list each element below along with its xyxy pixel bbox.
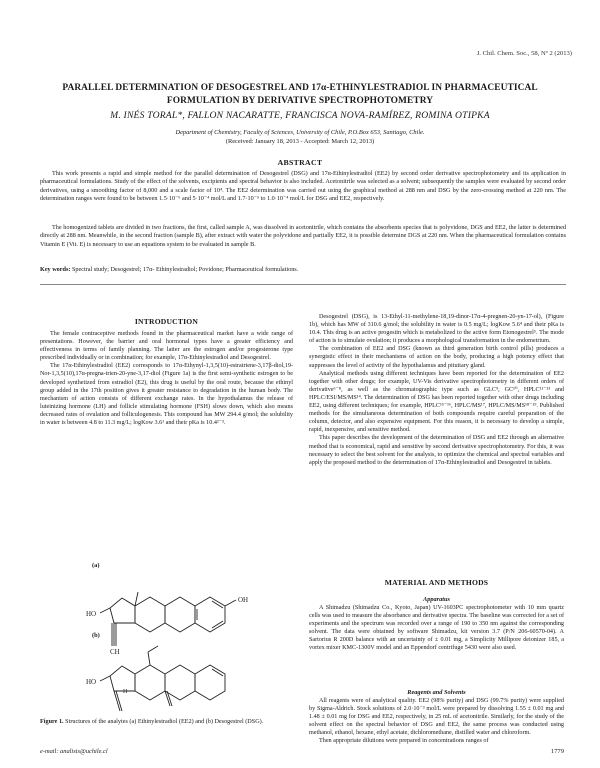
figure-label-a: (a) <box>92 562 100 569</box>
abstract-paragraph-1: This work presents a rapid and simple method for the parallel determination of Desogestrel (DSG) and 17α-Ethinylestradiol (EE2) by second order derivative spectrophotometry and its application in pharmaceutical formulations. Study of the effect of the solvents, excipients and spectral behavior is also included. Acetonitrile was selected as a solvent; subsequently the samples were evaluated by second order derivatives, using a smoothing factor of 8,000 and a scale factor of 10⁴. The EE2 determination was carried out using the graphical method at 288 nm and DSG by the zero-crossing method at 220 nm. The determination ranges were found to be between 1.5·10⁻⁶ and 5·10⁻⁴ mol/L and 1.7·10⁻⁵ to 1.0·10⁻⁴ mol/L for DSG and EE2, respectively. <box>40 170 566 202</box>
intro-paragraph-2: The 17α-Ethinylestradiol (EE2) corresponds to 17α-Ethynyl-1,3,5(10)-estratriene-3,17β-diol,19-Nor-1,3,5(10),17α-pregna-trien-20-yne-3,17-diol (Figure 1a) is the first semi-synthetic estrogen to be developed synthetized from estradiol (E2), this drug is useful by the oral route, because the ethinyl group added in the 17th position gives it greater resistance to degradation in the human body. The mechanism of action consists of different exchange rates. In the hypothalamus the release of luteinizing hormone (LH) and follicle stimulating hormone (FSH) slows down, which also means decreased rates of ovulation and folliculogenesis. This compound has MW 294.4 g/mol; the solubility in water is between 4.8 to 11.3 mg/L; logKow 3.6¹ and their pKa is 10.4²⁻³. <box>40 363 293 427</box>
article-title: PARALLEL DETERMINATION OF DESOGESTREL AND 17α-ETHINYLESTRADIOL IN PHARMACEUTICAL FORMULATION BY DERIVATIVE SPECTROPHOTOMETRY <box>62 83 538 106</box>
affiliation: Department of Chemistry, Faculty of Sciences, University of Chile, P.O.Box 653, Santiago, Chile. <box>175 129 425 136</box>
intro-paragraph-1: The female contraceptive methods found in the pharmaceutical market have a wide range of presentations. However, the barrier and oral hormonal types have a greater efficiency and effectiveness in terms of family planning. The latter are the estrogen and/or progesterone type prescribed individually or in combination; for example, 17α-Ethinylestradiol and Desogestrel. <box>40 331 293 362</box>
apparatus-body <box>309 604 564 653</box>
introduction-body <box>40 330 293 427</box>
abstract-heading: ABSTRACT <box>277 158 323 167</box>
dsg-h-label: H <box>123 689 128 695</box>
reagents-paragraph: All reagents were of analytical quality. EE2 (98% purity) and DSG (99.7% purity) were supplied by Sigma-Aldrich. Stock solutions of 2.0·10⁻³ mol/L were prepared by dissolving 1.55 ± 0.01 mg and 1.48 ± 0.01 mg for DSG and EE2, respectively, in 25 mL of acetonitrile. Similarly, for the study of the solvent effect on the spectral behavior of DSG and EE2, the same process was conducted using methanol, ethanol, hexane, ethyl acetate, dichloromethane, distilled water and chloroform. <box>309 698 564 737</box>
ee2-ho-label: HO <box>86 610 97 618</box>
introduction-heading: INTRODUCTION <box>134 317 199 326</box>
methods-heading: MATERIAL AND METHODS <box>384 578 489 587</box>
corresponding-email: e-mail: analisis@uchile.cl <box>40 748 108 755</box>
reagents-paragraph-2: Then appropriate dilutions were prepared in concentrations ranges of <box>319 738 489 745</box>
section-divider <box>40 284 566 285</box>
keywords-text: Spectral study; Desogestrel; 17α- Ethinylestradiol; Povidone; Pharmaceutical formulations. <box>70 266 299 273</box>
keywords <box>40 266 566 273</box>
reagents-heading: Reagents and Solvents <box>407 689 466 696</box>
chemical-structures <box>40 556 293 718</box>
right-paragraph-4: This paper describes the development of the determination of DSG and EE2 through an alternative method that is economical, rapid and sensitive by second derivative spectrophotometry. For this, it was necessary to select the best solvent for the analysis, to optimize the chemical and spectral variables and apply the proposed method to the determination of 17α-Ethinylestradiol and Desogestrel in tablets. <box>309 435 564 466</box>
author-list: M. INÉS TORAL*, FALLON NACARATTE, FRANCISCA NOVA-RAMÍREZ, ROMINA OTIPKA <box>110 110 490 121</box>
journal-citation: J. Chil. Chem. Soc., 58, Nº 2 (2013) <box>476 50 572 57</box>
right-paragraph-3: Analytical methods using different techniques have been reported for the determination of EE2 together with other drugs; for example, UV-Vis derivative spectrophotometry in different orders of derivative⁶⁻⁸, as well as the chromatographic type such as GLC⁹, GC¹⁰, HPLC¹¹⁻¹³ and HPLC/ESI/MS/MS¹⁴. The determination of DSG has been reported together with other drugs including EE2, using different techniques; for example, HPLC¹⁵⁻¹⁶, HPLC/MS¹⁷, HPLC/MS/MS¹⁸⁻¹⁹. Published methods for the simultaneous determination of both compounds require careful preparation of the column, detector, and also expensive equipment. For this reason, it is necessary to develop a simple, rapid, inexpensive, and sensitive method. <box>309 370 564 434</box>
page-number: 1779 <box>550 748 564 755</box>
keywords-label: Key words: <box>40 266 71 273</box>
ee2-oh-label: OH <box>238 596 249 604</box>
ee2-structure <box>100 592 236 646</box>
right-paragraph-2: The combination of EE2 and DSG (known as third generation birth control pills) produces a synergistic effect in their mechanisms of action on the body, producing a high potency effect that suppresses the level of activity of the hypothalamus and pituitary gland. <box>309 346 564 369</box>
right-paragraph-1: Desogestrel (DSG), is 13-Ethyl-11-methylene-18,19-dinor-17α-4-pregnen-20-yn-17-ol), (Figure 1b), which has MW of 310.6 g/mol; the solubility in water is 0.5 mg/L; logKow 5.6⁴ and their pKa is 10.4. This drug is an active progestin which is metabolized to the active form Etonogestrel⁵. The mode of action is to simulate ovulation; it produces a morphological transformation in the endometrium. <box>309 314 564 345</box>
apparatus-paragraph: A Shimadzu (Shimadzu Co., Kyoto, Japan) UV-1603PC spectrophotometer with 10 mm quartz cells was used to measure the absorbance and derivative spectra. The baseline was corrected for a set of experiments and the spectrum was recorded over a range of 190 to 350 nm against the corresponding solvent. The data were obtained by software Shimadzu, kit version 3.7 (P/N 206-60570-04). A Sartorius R 200D balance with an uncertainty of ± 0.01 mg, a Simplicity Millipore deionizer 185, a vortex mixer KMC-1300V model and an Eppendorf centrifuge 5430 were also used. <box>309 605 564 652</box>
reagents-body <box>309 697 564 746</box>
figure-label-b: (b) <box>92 632 100 639</box>
figure-caption <box>40 718 293 726</box>
received-dates: (Received: January 18, 2013 - Accepted: March 12, 2013) <box>225 138 375 145</box>
right-column-intro <box>309 313 564 467</box>
ee2-ch-label: CH <box>110 648 120 656</box>
apparatus-heading: Apparatus <box>423 596 450 603</box>
figure-caption-label: Figure 1. <box>40 718 64 725</box>
abstract-paragraph-2: The homogenized tablets are divided in two fractions, the first, called sample A, was dissolved in acetonitrile, which contains the absorbents species that is polyvidone, DGS and EE2, the latter is determined directly at 288 nm. Meanwhile, in the second fraction (sample B), after extract with water the polyvidone and partially EE2, it is possible determine DGS at 220 nm. When the pharmaceutical formulation contains Vitamin E (Vit. E) is necessary to use an equations system to be evaluated in sample B. <box>40 224 566 248</box>
figure-caption-text: Structures of the analytes (a) Ethinylestradiol (EE2) and (b) Desogestrel (DSG). <box>63 718 264 725</box>
dsg-ho-label: HO <box>86 678 97 686</box>
figure-1 <box>40 556 293 742</box>
